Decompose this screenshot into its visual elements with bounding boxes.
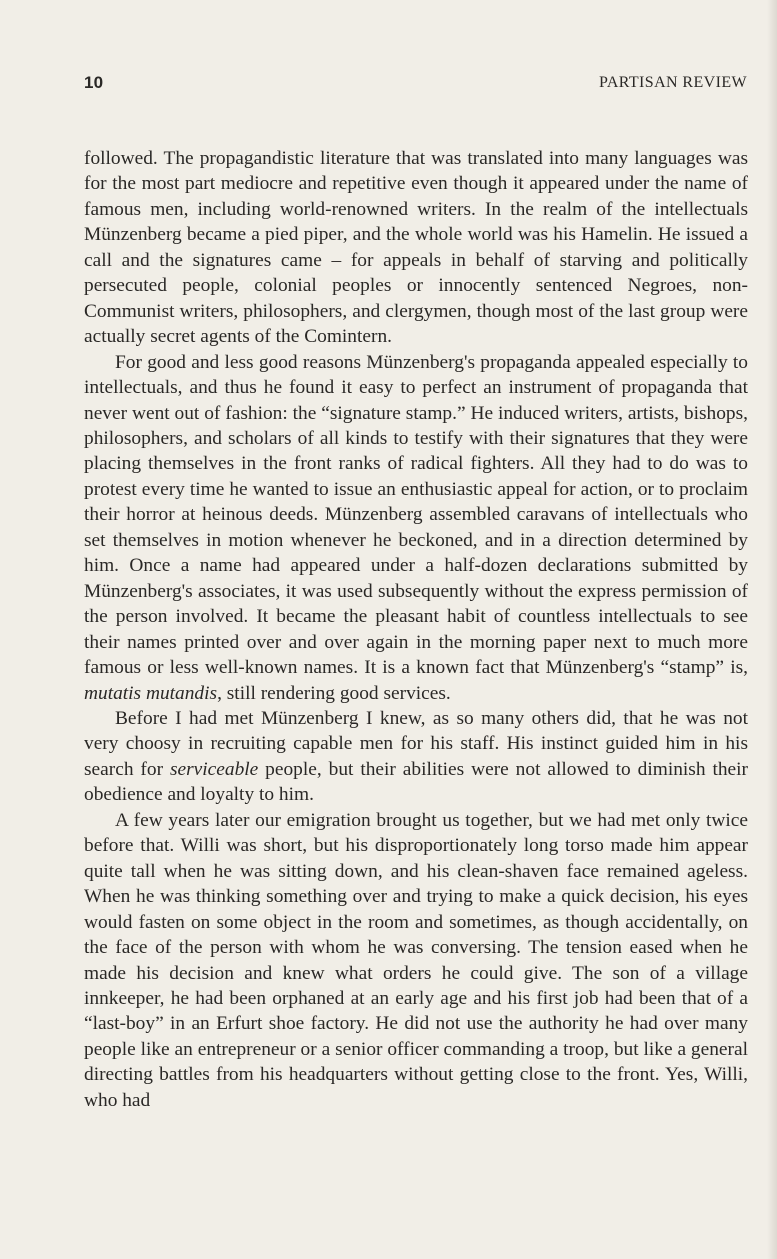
paragraph-3-text-a: Before I had met Münzenberg I knew, as so many others did, that he was not very choosy in recruiting capable men for his staff. His instinct guided him in his search for	[84, 707, 748, 780]
paragraph-3	[84, 706, 748, 808]
page-header	[84, 73, 747, 99]
paragraph-4: A few years later our emigration brought us together, but we had met only twice before that. Willi was short, but his disproportionately long torso made him appear quite tall when he was sitting down, and his clean-shaven face remained ageless. When he was thinking something over and trying to make a quick decision, his eyes would fasten on some object in the room and sometimes, as though accidentally, on the face of the person with whom he was conversing. The tension eased when he made his decision and knew what orders he could give. The son of a village innkeeper, he had been orphaned at an early age and his first job had been that of a “last-boy” in an Erfurt shoe factory. He did not use the authority he had over many people like an entrepreneur or a senior officer commanding a troop, but like a general directing battles from his headquarters without getting close to the front. Yes, Willi, who had	[84, 809, 748, 1111]
paragraph-3-text-b: people, but their abilities were not allowed to diminish their obedience and loyalty to him.	[84, 758, 748, 806]
paragraph-2-text-b: , still rendering good services.	[217, 682, 451, 704]
paragraph-3-italic: serviceable	[169, 758, 259, 780]
body-text	[84, 146, 748, 1113]
paragraph-1: followed. The propagandistic literature that was translated into many languages was for the most part mediocre and repetitive even though it appeared under the name of famous men, including world-renowned writers. In the realm of the intellectuals Münzenberg became a pied piper, and the whole world was his Hamelin. He issued a call and the signatures came – for appeals in behalf of starving and politically persecuted people, colonial peoples or innocently sentenced Negroes, non-Communist writers, philosophers, and clergymen, though most of the last group were actually secret agents of the Comintern.	[84, 148, 748, 348]
paragraph-2	[84, 350, 748, 706]
paragraph-2-text-a: For good and less good reasons Münzenberg's propaganda appealed especially to intellectuals, and thus he found it easy to perfect an instrument of propaganda that never went out of fashion: the “signature stamp.” He induced writers, artists, bishops, philosophers, and scholars of all kinds to testify with their signatures that they were placing themselves in the front ranks of radical fighters. All they had to do was to protest every time he wanted to issue an enthusiastic appeal for action, or to proclaim their horror at heinous deeds. Münzenberg assembled caravans of intellectuals who set themselves in motion whenever he beckoned, and in a direction determined by him. Once a name had appeared under a half-dozen declarations submitted by Münzenberg's associates, it was used subsequently without the express permission of the person involved. It became the pleasant habit of countless intellectuals to see their names printed over and over again in the morning paper next to much more famous or less well-known names. It is a known fact that Münzenberg's “stamp” is,	[84, 351, 748, 679]
page-number: 10	[84, 73, 104, 92]
running-head: PARTISAN REVIEW	[598, 74, 747, 91]
paragraph-2-italic: mutatis mutandis	[84, 682, 218, 704]
page-edge-shadow	[767, 0, 777, 1259]
